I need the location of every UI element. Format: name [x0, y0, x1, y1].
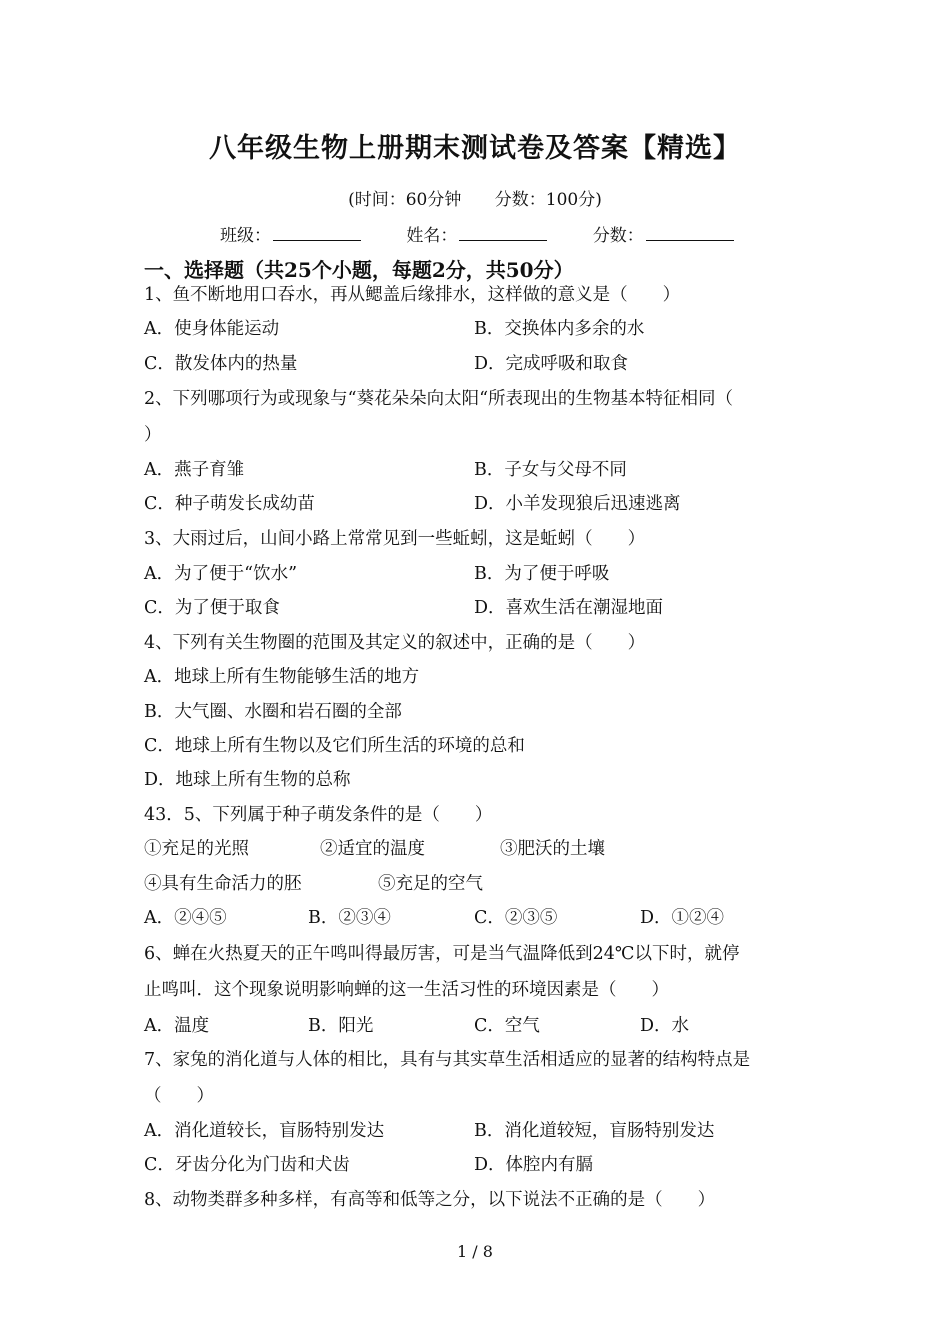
condition-3: ③肥沃的土壤 [500, 839, 605, 859]
question-stem: 6、蝉在火热夏天的正午鸣叫得最厉害，可是当气温降低到24℃以下时，就停 [144, 944, 740, 964]
option-b: B．为了便于呼吸 [474, 564, 610, 584]
score-field[interactable] [593, 221, 734, 246]
option-c: C．②③⑤ [474, 908, 558, 928]
page-number: 1 / 8 [457, 1242, 493, 1261]
question-stem: 7、家兔的消化道与人体的相比，具有与其实草生活相适应的显著的结构特点是 [144, 1050, 751, 1070]
option-a: A．燕子育雏 [144, 460, 245, 480]
option-b: B．阳光 [308, 1016, 374, 1036]
page-title: 八年级生物上册期末测试卷及答案【精选】 [209, 133, 741, 164]
option-d: D．地球上所有生物的总称 [144, 770, 351, 790]
option-d: D．小羊发现狼后迅速逃离 [474, 494, 681, 514]
option-a: A．使身体能运动 [144, 319, 280, 339]
question-stem: 43．5、下列属于种子萌发条件的是（ ） [144, 805, 493, 825]
question-stem: 2、下列哪项行为或现象与“葵花朵朵向太阳“所表现出的生物基本特征相同（ [144, 389, 734, 409]
option-a: A．温度 [144, 1016, 210, 1036]
question-stem: 1、鱼不断地用口吞水，再从鳃盖后缘排水，这样做的意义是（ ） [144, 285, 681, 305]
question-stem: 4、下列有关生物圈的范围及其定义的叙述中，正确的是（ ） [144, 633, 646, 653]
option-b: B．交换体内多余的水 [474, 319, 645, 339]
option-c: C．地球上所有生物以及它们所生活的环境的总和 [144, 736, 525, 756]
condition-1: ①充足的光照 [144, 839, 249, 859]
option-b: B．②③④ [308, 908, 391, 928]
condition-5: ⑤充足的空气 [378, 874, 483, 894]
name-blank[interactable] [459, 226, 547, 241]
score-info: 分数：100分) [494, 190, 602, 210]
option-d: D．体腔内有膈 [474, 1155, 594, 1175]
score-blank[interactable] [646, 226, 734, 241]
question-stem: 8、动物类群多种多样，有高等和低等之分，以下说法不正确的是（ ） [144, 1190, 716, 1210]
option-a: A．地球上所有生物能够生活的地方 [144, 667, 420, 687]
question-stem-cont: ） [144, 425, 162, 445]
option-c: C．散发体内的热量 [144, 354, 298, 374]
condition-2: ②适宜的温度 [320, 839, 425, 859]
class-blank[interactable] [273, 226, 361, 241]
option-a: A．为了便于“饮水” [144, 564, 298, 584]
name-label: 姓名： [406, 226, 458, 246]
question-stem: 3、大雨过后，山间小路上常常见到一些蚯蚓，这是蚯蚓（ ） [144, 529, 646, 549]
option-d: D．①②④ [640, 908, 725, 928]
class-label: 班级： [220, 226, 271, 246]
time-info: (时间：60分钟 [348, 190, 462, 210]
question-stem-cont: 止鸣叫．这个现象说明影响蝉的这一生活习性的环境因素是（ ） [144, 980, 669, 1000]
option-c: C．为了便于取食 [144, 598, 280, 618]
option-c: C．空气 [474, 1016, 540, 1036]
option-a: A．消化道较长，盲肠特别发达 [144, 1121, 385, 1141]
option-a: A．②④⑤ [144, 908, 227, 928]
section-heading: 一、选择题（共25个小题，每题2分，共50分） [144, 258, 574, 282]
option-d: D．完成呼吸和取食 [474, 354, 629, 374]
student-fields [220, 221, 774, 246]
option-c: C．牙齿分化为门齿和犬齿 [144, 1155, 350, 1175]
condition-4: ④具有生命活力的胚 [144, 874, 302, 894]
question-stem-cont: （ ） [144, 1086, 214, 1106]
option-b: B．大气圈、水圈和岩石圈的全部 [144, 702, 402, 722]
option-d: D．水 [640, 1016, 690, 1036]
name-field[interactable] [406, 221, 547, 246]
exam-meta [0, 185, 950, 210]
option-d: D．喜欢生活在潮湿地面 [474, 598, 664, 618]
class-field[interactable] [220, 221, 361, 246]
option-b: B．子女与父母不同 [474, 460, 627, 480]
option-c: C．种子萌发长成幼苗 [144, 494, 315, 514]
option-b: B．消化道较短，盲肠特别发达 [474, 1121, 715, 1141]
score-label: 分数： [592, 226, 644, 246]
